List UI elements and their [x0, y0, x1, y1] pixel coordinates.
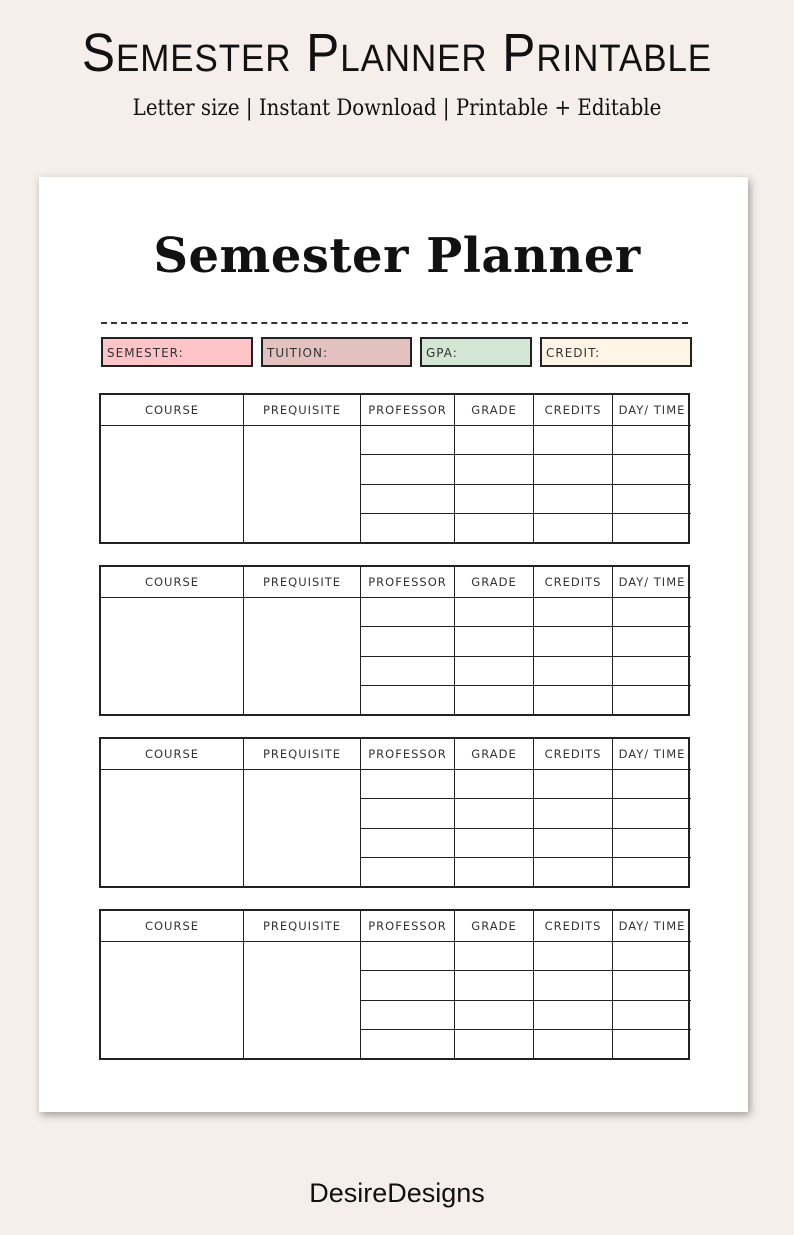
table-cell[interactable]: [613, 426, 691, 455]
column-header: DAY/ TIME: [613, 739, 691, 770]
table-cell[interactable]: [534, 770, 613, 799]
course-table: [99, 393, 690, 544]
table-cell[interactable]: [613, 485, 691, 514]
table-cell[interactable]: [455, 971, 534, 1000]
table-cell[interactable]: [613, 686, 691, 715]
table-cell[interactable]: [361, 799, 455, 828]
table-cell[interactable]: [361, 686, 455, 715]
table-cell[interactable]: [455, 686, 534, 715]
column-header: COURSE: [101, 911, 244, 942]
table-cell[interactable]: [455, 657, 534, 686]
table-cell[interactable]: [613, 1030, 691, 1059]
course-cell[interactable]: [101, 598, 244, 714]
table-cell[interactable]: [361, 514, 455, 543]
table-cell[interactable]: [534, 686, 613, 715]
table-cell[interactable]: [613, 971, 691, 1000]
column-header: GRADE: [455, 911, 534, 942]
table-cell[interactable]: [534, 657, 613, 686]
column-header: DAY/ TIME: [613, 567, 691, 598]
course-table: [99, 737, 690, 888]
table-cell[interactable]: [613, 514, 691, 543]
table-cell[interactable]: [534, 485, 613, 514]
table-cell[interactable]: [455, 799, 534, 828]
credit-box[interactable]: CREDIT:: [540, 337, 692, 367]
table-cell[interactable]: [455, 942, 534, 971]
table-cell[interactable]: [613, 598, 691, 627]
table-cell[interactable]: [361, 657, 455, 686]
table-cell[interactable]: [534, 598, 613, 627]
table-cell[interactable]: [534, 455, 613, 484]
table-cell[interactable]: [534, 426, 613, 455]
column-header: GRADE: [455, 739, 534, 770]
table-cell[interactable]: [613, 770, 691, 799]
course-table: [99, 909, 690, 1060]
table-cell[interactable]: [361, 598, 455, 627]
table-cell[interactable]: [613, 1001, 691, 1030]
brand-name: DesireDesigns: [309, 1178, 485, 1208]
column-header: DAY/ TIME: [613, 911, 691, 942]
table-cell[interactable]: [613, 455, 691, 484]
prerequisite-cell[interactable]: [244, 770, 361, 886]
column-header: CREDITS: [534, 739, 613, 770]
table-cell[interactable]: [534, 942, 613, 971]
table-cell[interactable]: [361, 942, 455, 971]
dashed-divider: [101, 322, 688, 324]
semester-box[interactable]: SEMESTER:: [101, 337, 253, 367]
column-header: CREDITS: [534, 395, 613, 426]
table-cell[interactable]: [534, 1001, 613, 1030]
table-cell[interactable]: [613, 942, 691, 971]
table-cell[interactable]: [455, 514, 534, 543]
column-header: PREQUISITE: [244, 911, 361, 942]
table-cell[interactable]: [455, 770, 534, 799]
column-header: PROFESSOR: [361, 739, 455, 770]
table-cell[interactable]: [361, 1001, 455, 1030]
table-cell[interactable]: [613, 858, 691, 887]
tuition-box[interactable]: TUITION:: [261, 337, 412, 367]
column-header: PROFESSOR: [361, 567, 455, 598]
column-header: CREDITS: [534, 567, 613, 598]
table-cell[interactable]: [455, 426, 534, 455]
banner-subtitle: Letter size | Instant Download | Printable + Editable: [132, 96, 662, 121]
table-cell[interactable]: [455, 627, 534, 656]
table-cell[interactable]: [534, 858, 613, 887]
column-header: PROFESSOR: [361, 911, 455, 942]
table-cell[interactable]: [361, 485, 455, 514]
table-cell[interactable]: [361, 455, 455, 484]
column-header: PREQUISITE: [244, 395, 361, 426]
table-cell[interactable]: [534, 627, 613, 656]
table-cell[interactable]: [613, 627, 691, 656]
gpa-box[interactable]: GPA:: [420, 337, 532, 367]
table-cell[interactable]: [361, 627, 455, 656]
prerequisite-cell[interactable]: [244, 426, 361, 542]
table-cell[interactable]: [455, 455, 534, 484]
column-header: DAY/ TIME: [613, 395, 691, 426]
column-header: COURSE: [101, 567, 244, 598]
table-cell[interactable]: [534, 971, 613, 1000]
course-table: [99, 565, 690, 716]
column-header: COURSE: [101, 395, 244, 426]
column-header: GRADE: [455, 567, 534, 598]
banner-title: Semester Planner Printable: [81, 23, 713, 83]
table-cell[interactable]: [361, 858, 455, 887]
table-cell[interactable]: [455, 1001, 534, 1030]
table-cell[interactable]: [455, 858, 534, 887]
table-cell[interactable]: [534, 1030, 613, 1059]
column-header: COURSE: [101, 739, 244, 770]
table-cell[interactable]: [361, 971, 455, 1000]
table-cell[interactable]: [534, 829, 613, 858]
table-cell[interactable]: [613, 829, 691, 858]
table-cell[interactable]: [455, 829, 534, 858]
table-cell[interactable]: [455, 1030, 534, 1059]
table-cell[interactable]: [613, 657, 691, 686]
table-cell[interactable]: [534, 514, 613, 543]
prerequisite-cell[interactable]: [244, 942, 361, 1058]
column-header: GRADE: [455, 395, 534, 426]
course-cell[interactable]: [101, 770, 244, 886]
table-cell[interactable]: [455, 485, 534, 514]
course-cell[interactable]: [101, 426, 244, 542]
column-header: PREQUISITE: [244, 739, 361, 770]
table-cell[interactable]: [613, 799, 691, 828]
prerequisite-cell[interactable]: [244, 598, 361, 714]
table-cell[interactable]: [361, 1030, 455, 1059]
column-header: PREQUISITE: [244, 567, 361, 598]
table-cell[interactable]: [361, 770, 455, 799]
table-cell[interactable]: [361, 829, 455, 858]
column-header: CREDITS: [534, 911, 613, 942]
planner-title: Semester Planner: [153, 228, 641, 284]
table-cell[interactable]: [455, 598, 534, 627]
course-cell[interactable]: [101, 942, 244, 1058]
table-cell[interactable]: [361, 426, 455, 455]
column-header: PROFESSOR: [361, 395, 455, 426]
table-cell[interactable]: [534, 799, 613, 828]
